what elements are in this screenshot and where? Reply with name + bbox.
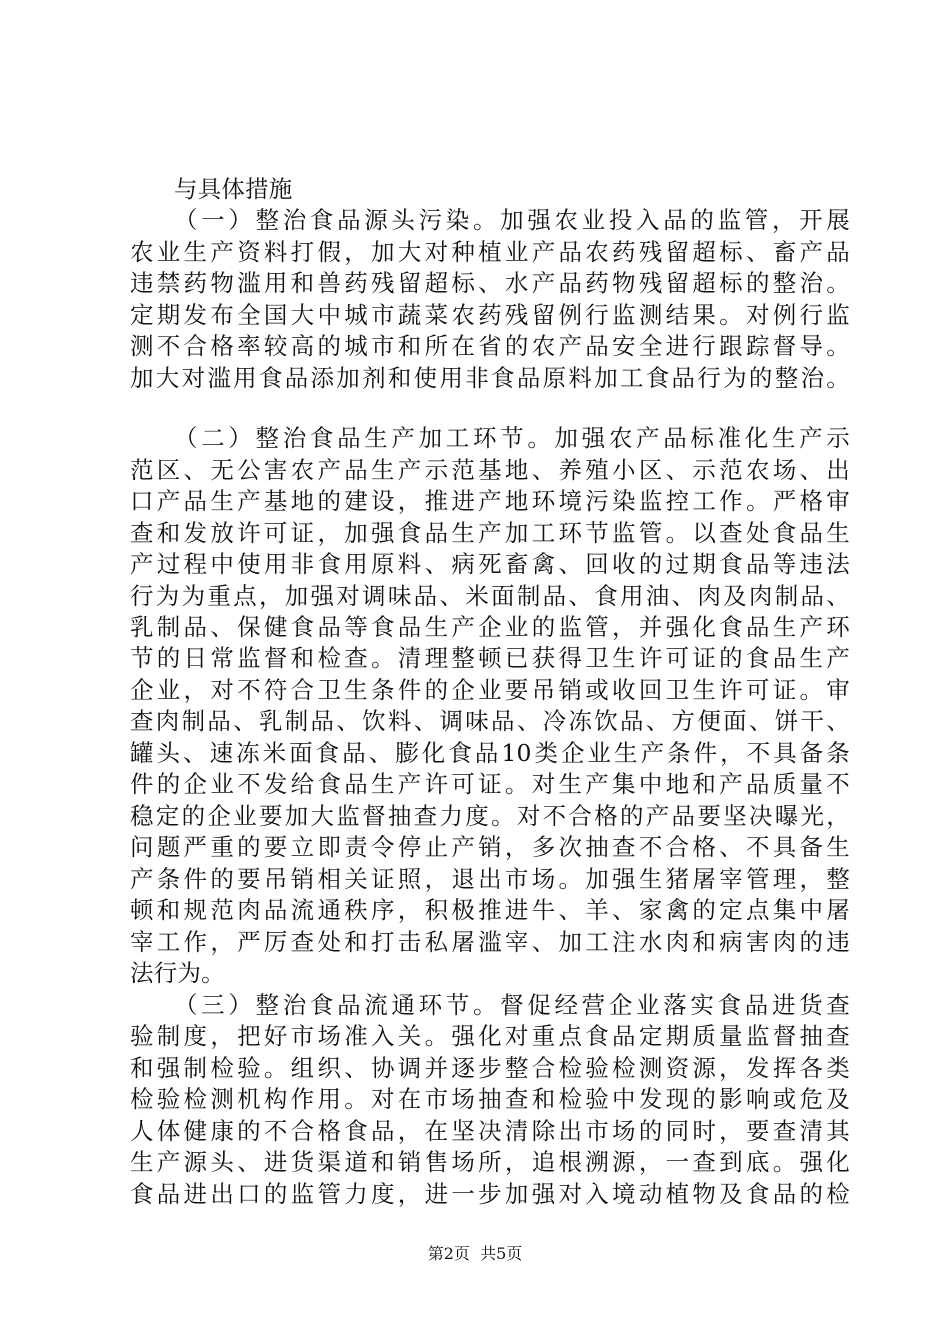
paragraph-line: 产过程中使用非食用原料、病死畜禽、回收的过期食品等违法 bbox=[130, 550, 850, 578]
paragraph-line: （三）整治食品流通环节。督促经营企业落实食品进货查 bbox=[174, 991, 850, 1019]
paragraph-line: 顿和规范肉品流通秩序，积极推进牛、羊、家禽的定点集中屠 bbox=[130, 896, 850, 924]
paragraph-line: 罐头、速冻米面食品、膨化食品10类企业生产条件，不具备条 bbox=[130, 739, 850, 767]
paragraph-line: 稳定的企业要加大监督抽查力度。对不合格的产品要坚决曝光， bbox=[130, 802, 850, 830]
paragraph-line: 违禁药物滥用和兽药残留超标、水产品药物残留超标的整治。 bbox=[130, 269, 850, 297]
paragraph-line: 验制度，把好市场准入关。强化对重点食品定期质量监督抽查 bbox=[130, 1022, 850, 1050]
paragraph-line: 测不合格率较高的城市和所在省的农产品安全进行跟踪督导。 bbox=[130, 332, 850, 360]
paragraph-line: 定期发布全国大中城市蔬菜农药残留例行监测结果。对例行监 bbox=[130, 301, 850, 329]
paragraph-line: 和强制检验。组织、协调并逐步整合检验检测资源，发挥各类 bbox=[130, 1054, 850, 1082]
paragraph-line: 检验检测机构作用。对在市场抽查和检验中发现的影响或危及 bbox=[130, 1085, 850, 1113]
paragraph-line: 节的日常监督和检查。清理整顿已获得卫生许可证的食品生产 bbox=[130, 644, 850, 672]
paragraph-line: 件的企业不发给食品生产许可证。对生产集中地和产品质量不 bbox=[130, 770, 850, 798]
paragraph-line: （一）整治食品源头污染。加强农业投入品的监管，开展 bbox=[174, 206, 850, 234]
paragraph-line: 问题严重的要立即责令停止产销，多次抽查不合格、不具备生 bbox=[130, 833, 850, 861]
paragraph-line: （二）整治食品生产加工环节。加强农产品标准化生产示 bbox=[174, 424, 850, 452]
paragraph-line: 范区、无公害农产品生产示范基地、养殖小区、示范农场、出 bbox=[130, 456, 850, 484]
heading-fragment: 与具体措施 bbox=[174, 175, 293, 203]
paragraph-line: 产条件的要吊销相关证照，退出市场。加强生猪屠宰管理，整 bbox=[130, 865, 850, 893]
paragraph-line: 口产品生产基地的建设，推进产地环境污染监控工作。严格审 bbox=[130, 487, 850, 515]
paragraph-line: 食品进出口的监管力度，进一步加强对入境动植物及食品的检 bbox=[130, 1180, 850, 1208]
paragraph-line: 查肉制品、乳制品、饮料、调味品、冷冻饮品、方便面、饼干、 bbox=[130, 707, 850, 735]
page-footer: 第2页 共5页 bbox=[427, 1244, 523, 1263]
paragraph-line: 宰工作，严厉查处和打击私屠滥宰、加工注水肉和病害肉的违 bbox=[130, 928, 850, 956]
paragraph-line: 法行为。 bbox=[130, 959, 225, 987]
paragraph-line: 人体健康的不合格食品，在坚决清除出市场的同时，要查清其 bbox=[130, 1117, 850, 1145]
paragraph-line: 乳制品、保健食品等食品生产企业的监管，并强化食品生产环 bbox=[130, 613, 850, 641]
paragraph-line: 企业，对不符合卫生条件的企业要吊销或收回卫生许可证。审 bbox=[130, 676, 850, 704]
paragraph-line: 农业生产资料打假，加大对种植业产品农药残留超标、畜产品 bbox=[130, 238, 850, 266]
paragraph-line: 生产源头、进货渠道和销售场所，追根溯源，一查到底。强化 bbox=[130, 1148, 850, 1176]
paragraph-line: 行为为重点，加强对调味品、米面制品、食用油、肉及肉制品、 bbox=[130, 582, 850, 610]
paragraph-line: 查和发放许可证，加强食品生产加工环节监管。以查处食品生 bbox=[130, 519, 850, 547]
paragraph-line: 加大对滥用食品添加剂和使用非食品原料加工食品行为的整治。 bbox=[130, 364, 850, 392]
